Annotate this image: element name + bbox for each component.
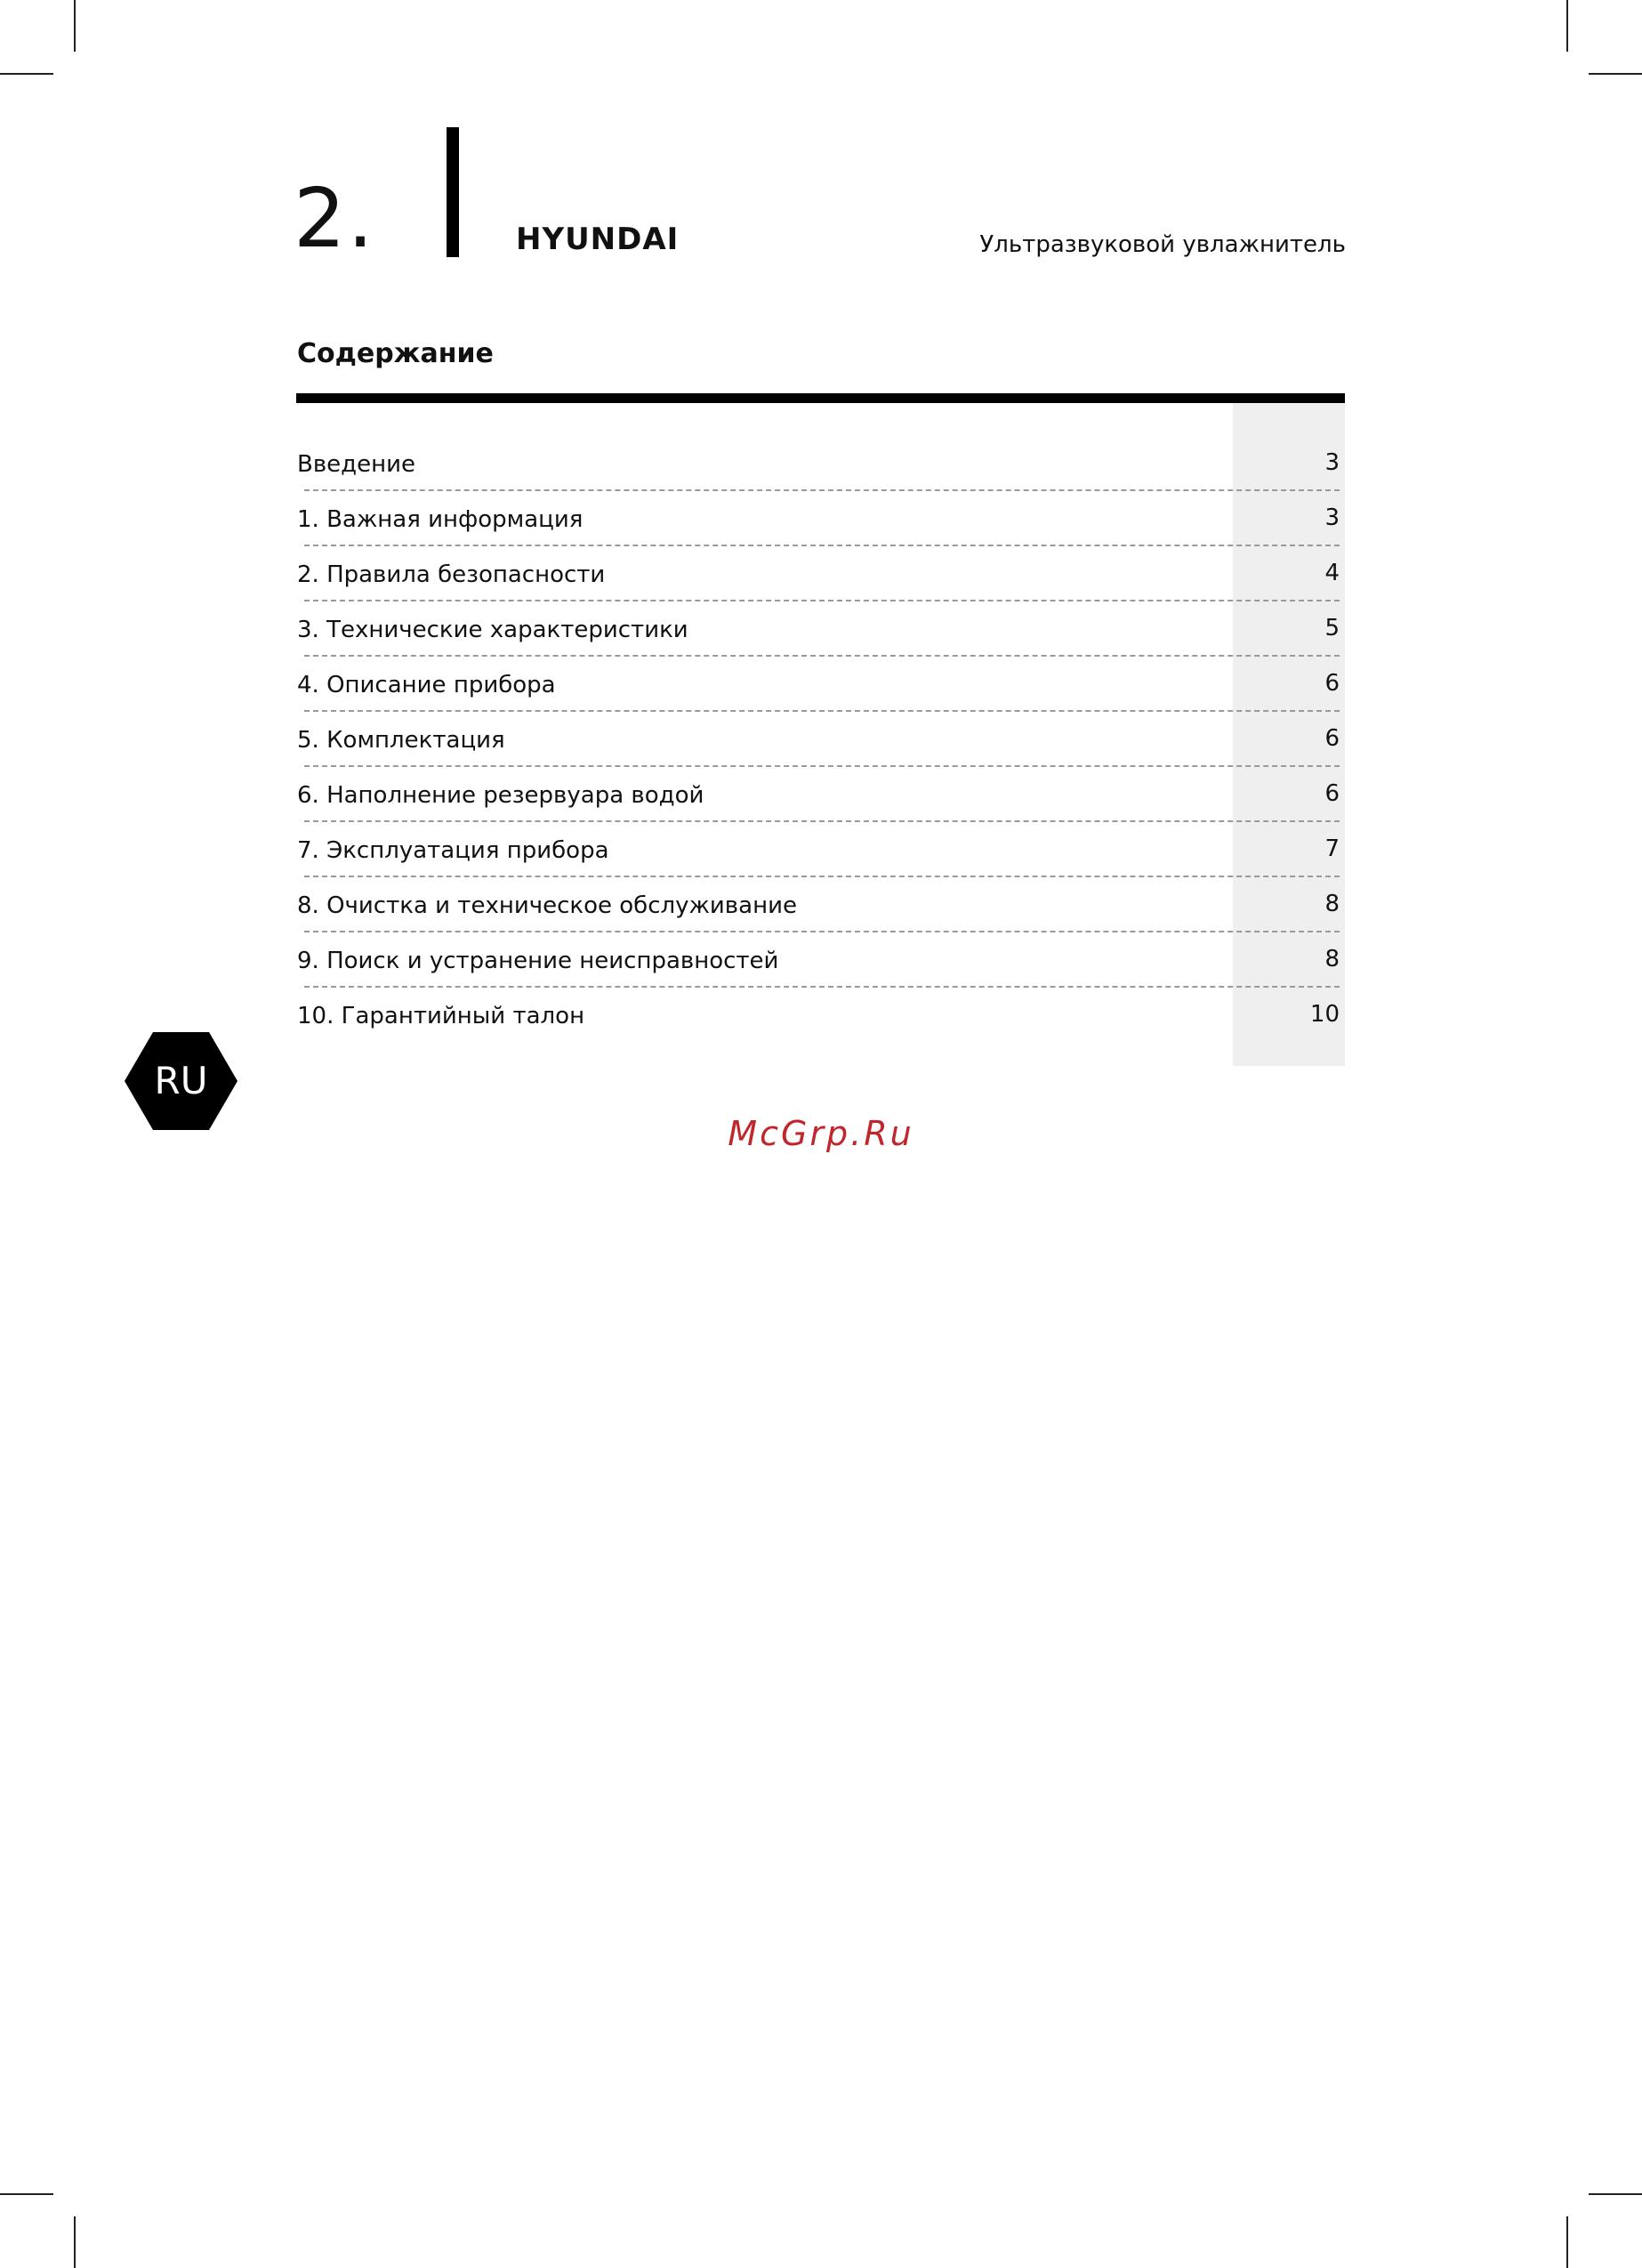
- toc-list: [297, 436, 1340, 1043]
- toc-item-introduction[interactable]: [297, 436, 1340, 491]
- toc-item-specifications[interactable]: [297, 601, 1340, 657]
- toc-item-label: 7. Эксплуатация прибора: [297, 837, 609, 864]
- toc-item-important-info[interactable]: [297, 491, 1340, 546]
- crop-mark-bottom-right-horizontal: [1589, 2193, 1642, 2195]
- crop-mark-top-left-horizontal: [0, 73, 53, 75]
- toc-item-page: 7: [1324, 835, 1340, 862]
- toc-item-package-contents[interactable]: [297, 712, 1340, 767]
- toc-item-label: 1. Важная информация: [297, 506, 584, 533]
- toc-item-label: 5. Комплектация: [297, 727, 505, 754]
- toc-item-page: 4: [1324, 560, 1340, 586]
- toc-item-page: 6: [1324, 780, 1340, 807]
- header-divider-bar: [447, 127, 459, 257]
- brand-logo: HYUNDAI: [516, 222, 680, 257]
- toc-item-page: 3: [1324, 449, 1340, 476]
- crop-mark-bottom-right-vertical: [1566, 2216, 1568, 2268]
- crop-mark-top-right-vertical: [1566, 0, 1568, 52]
- toc-item-troubleshooting[interactable]: [297, 932, 1340, 988]
- toc-item-label: 10. Гарантийный талон: [297, 1003, 585, 1029]
- toc-item-page: 8: [1324, 891, 1340, 917]
- page-number: 2.: [294, 171, 375, 266]
- toc-item-label: 4. Описание прибора: [297, 672, 556, 698]
- toc-item-label: 6. Наполнение резервуара водой: [297, 782, 704, 809]
- toc-item-operation[interactable]: [297, 822, 1340, 877]
- toc-item-page: 8: [1324, 946, 1340, 973]
- toc-item-label: 9. Поиск и устранение неисправностей: [297, 948, 779, 974]
- toc-item-warranty-card[interactable]: [297, 988, 1340, 1043]
- toc-item-device-description[interactable]: [297, 657, 1340, 712]
- toc-item-page: 10: [1309, 1001, 1340, 1028]
- toc-item-page: 6: [1324, 725, 1340, 752]
- toc-item-label: 2. Правила безопасности: [297, 561, 606, 588]
- toc-item-safety-rules[interactable]: [297, 546, 1340, 601]
- crop-mark-bottom-left-horizontal: [0, 2193, 53, 2195]
- crop-mark-top-left-vertical: [74, 0, 76, 52]
- toc-heading-rule: [296, 393, 1345, 403]
- crop-mark-bottom-left-vertical: [74, 2216, 76, 2268]
- toc-item-page: 3: [1324, 504, 1340, 531]
- toc-item-cleaning-maintenance[interactable]: [297, 877, 1340, 932]
- language-code: RU: [154, 1059, 208, 1102]
- toc-item-label: 8. Очистка и техническое обслуживание: [297, 892, 797, 919]
- toc-item-page: 5: [1324, 615, 1340, 642]
- toc-item-label: Введение: [297, 451, 416, 478]
- toc-item-page: 6: [1324, 670, 1340, 697]
- watermark: McGrp.Ru: [728, 1114, 914, 1153]
- toc-heading: Содержание: [297, 338, 494, 369]
- toc-item-label: 3. Технические характеристики: [297, 617, 688, 643]
- document-title: Ультразвуковой увлажнитель: [979, 231, 1346, 258]
- toc-item-filling-tank[interactable]: [297, 767, 1340, 822]
- crop-mark-top-right-horizontal: [1589, 73, 1642, 75]
